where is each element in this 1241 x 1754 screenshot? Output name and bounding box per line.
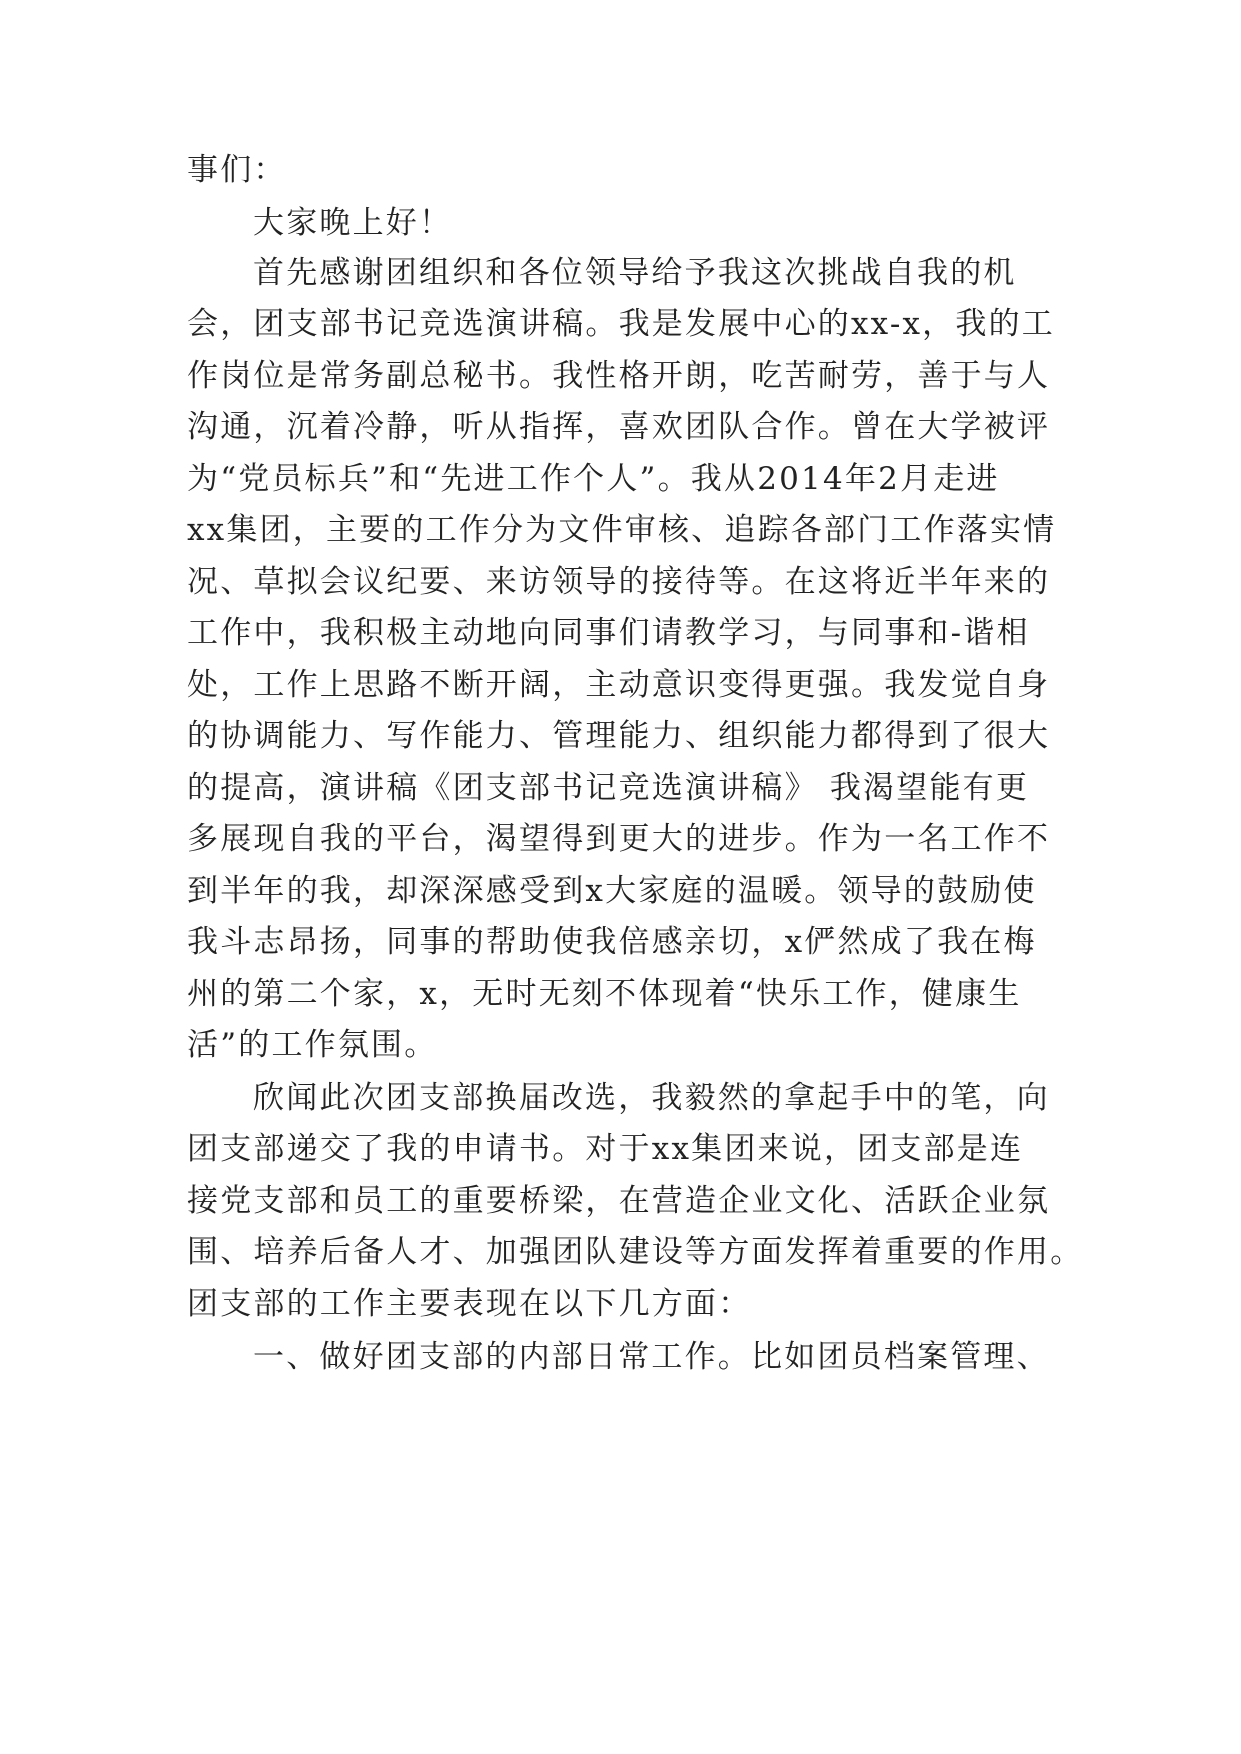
greeting-line: 大家晚上好！ [253,205,453,241]
text-line: 的协调能力、写作能力、管理能力、组织能力都得到了很大 [187,718,1051,754]
text-line: 团支部的工作主要表现在以下几方面： [187,1286,752,1322]
text-line: 工作中，我积极主动地向同事们请教学习，与同事和-谐相 [187,615,1030,651]
text-line: 事们： [187,152,287,188]
text-line: 我斗志昂扬，同事的帮助使我倍感亲切，x俨然成了我在梅 [187,924,1037,960]
text-line: 团支部递交了我的申请书。对于xx集团来说，团支部是连 [187,1131,1024,1167]
paragraph-1-start: 首先感谢团组织和各位领导给予我这次挑战自我的机 [253,255,1017,291]
text-line: 的提高，演讲稿《团支部书记竞选演讲稿》 我渴望能有更 [187,770,1030,806]
paragraph-2-start: 欣闻此次团支部换届改选，我毅然的拿起手中的笔，向 [253,1080,1050,1116]
text-line: 州的第二个家，x，无时无刻不体现着“快乐工作，健康生 [187,976,1022,1012]
paragraph-3-start: 一、做好团支部的内部日常工作。比如团员档案管理、 [253,1339,1050,1375]
text-line: 活”的工作氛围。 [187,1027,438,1063]
text-line: 到半年的我，却深深感受到x大家庭的温暖。领导的鼓励使 [187,873,1037,909]
text-line: 为“党员标兵”和“先进工作个人”。我从2014年2月走进 [187,461,1000,497]
text-line: 沟通，沉着冷静，听从指挥，喜欢团队合作。曾在大学被评 [187,409,1051,445]
text-line: 围、培养后备人才、加强团队建设等方面发挥着重要的作用。 [187,1234,1084,1270]
text-line: 会，团支部书记竞选演讲稿。我是发展中心的xx-x，我的工 [187,306,1055,342]
text-line: 作岗位是常务副总秘书。我性格开朗，吃苦耐劳，善于与人 [187,358,1051,394]
text-line: 多展现自我的平台，渴望得到更大的进步。作为一名工作不 [187,821,1051,857]
text-line: xx集团，主要的工作分为文件审核、追踪各部门工作落实情 [187,512,1057,548]
text-line: 况、草拟会议纪要、来访领导的接待等。在这将近半年来的 [187,564,1051,600]
text-line: 处，工作上思路不断开阔，主动意识变得更强。我发觉自身 [187,667,1051,703]
text-line: 接党支部和员工的重要桥梁，在营造企业文化、活跃企业氛 [187,1183,1051,1219]
